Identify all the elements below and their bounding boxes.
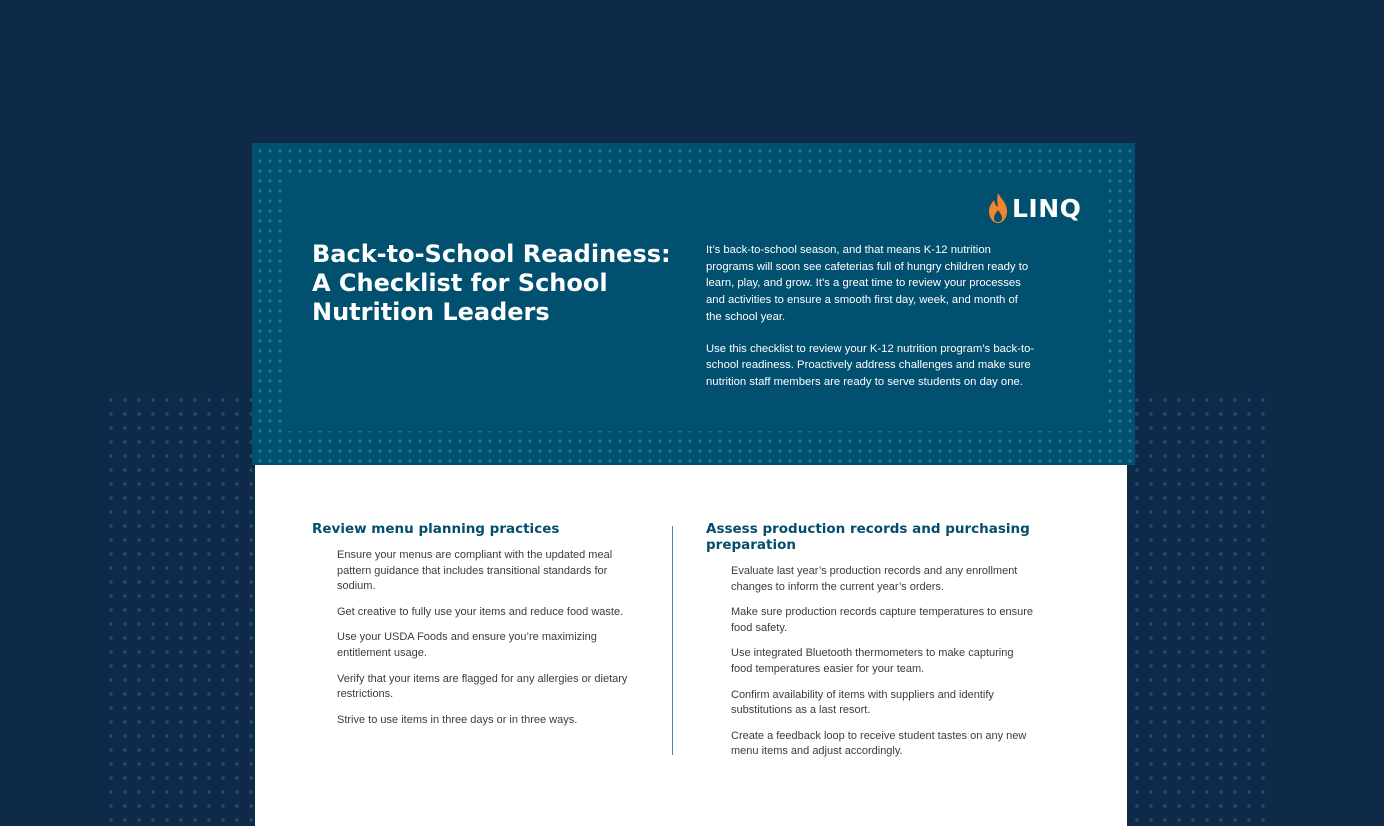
checklist-item: Confirm availability of items with suppliers and identify substitutions as a last resort. — [731, 688, 994, 717]
intro-paragraph: Use this checklist to review your K-12 nutrition program’s back-to-school readiness. Proactively address challenges and make sure nutrition staff members are ready to serve students on day one. — [706, 342, 1035, 388]
document-title — [312, 240, 682, 327]
checklist-item: Strive to use items in three days or in three ways. — [337, 713, 578, 726]
checklist-item: Create a feedback loop to receive student tastes on any new menu items and adjust accordingly. — [731, 729, 1027, 758]
checklist-item: Evaluate last year’s production records and any enrollment changes to inform the current year’s orders. — [731, 565, 1018, 593]
column-divider — [672, 526, 673, 755]
section-heading: Assess production records and purchasing preparation — [706, 521, 1030, 553]
checklist-item: Use your USDA Foods and ensure you’re maximizing entitlement usage. — [337, 631, 597, 659]
section-production-records — [706, 521, 1036, 770]
document-header — [252, 143, 1135, 465]
logo-wordmark: LINQ — [1012, 193, 1082, 223]
dot-pattern-right — [1130, 393, 1270, 826]
checklist-item: Verify that your items are flagged for any allergies or dietary restrictions. — [337, 672, 628, 701]
checklist-item: Get creative to fully use your items and reduce food waste. — [337, 605, 624, 618]
checklist — [312, 548, 632, 728]
checklist-item: Ensure your menus are compliant with the updated meal pattern guidance that includes transitional standards for sodium. — [337, 549, 613, 593]
checklist-document — [252, 143, 1135, 826]
linq-logo — [988, 193, 1081, 223]
section-menu-planning — [312, 521, 632, 738]
checklist-item: Use integrated Bluetooth thermometers to make capturing food temperatures easier for your team. — [731, 647, 1014, 675]
dot-pattern-left — [104, 393, 256, 826]
checklist — [706, 564, 1036, 760]
title-line: Back-to-School Readiness: — [312, 240, 671, 268]
title-line: A Checklist for School — [312, 269, 608, 297]
flame-icon — [988, 193, 1008, 223]
title-line: Nutrition Leaders — [312, 298, 550, 326]
document-body — [255, 465, 1127, 826]
checklist-item: Make sure production records capture temperatures to ensure food safety. — [731, 606, 1034, 634]
section-heading: Review menu planning practices — [312, 521, 560, 537]
intro-paragraph: It’s back-to-school season, and that means K-12 nutrition programs will soon see cafeterias full of hungry children ready to learn, play, and grow. It’s a great time to review your processes and activities to ensure a smooth first day, week, and month of the school year. — [706, 244, 1029, 323]
intro-text — [706, 242, 1036, 406]
